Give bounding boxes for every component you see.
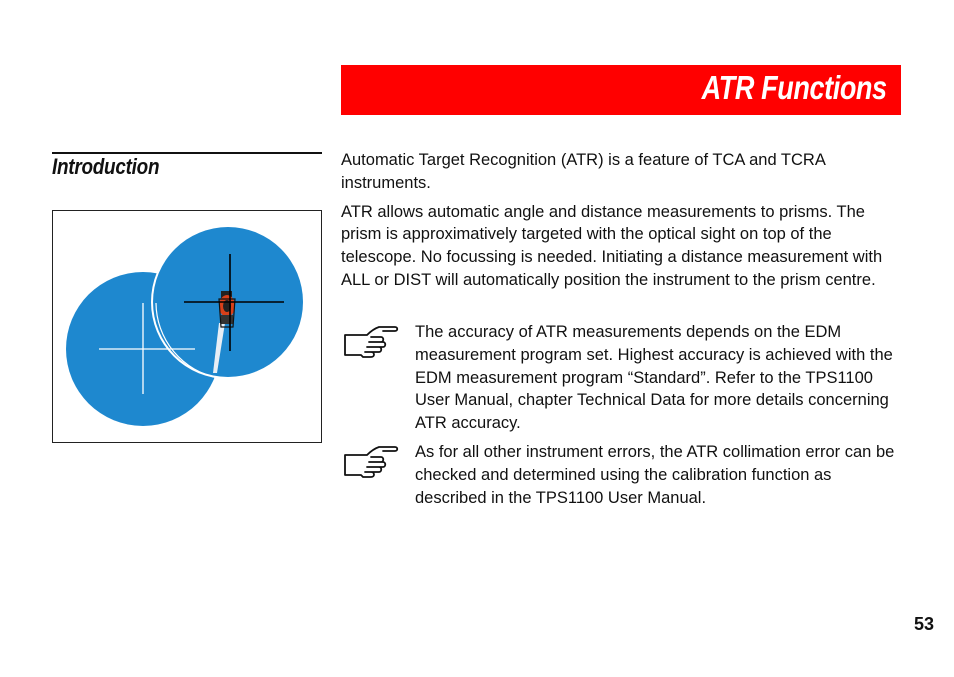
atr-target-graphic [53,211,321,442]
note-calibration [341,441,903,509]
page-title: ATR Functions [701,69,887,106]
note-text: As for all other instrument errors, the ATR collimation error can be checked and determined using the calibration function as described in the TPS1100 User Manual. [415,443,895,507]
body-text [341,149,903,298]
paragraph-atr-description: ATR allows automatic angle and distance measurements to prisms. The prism is approximatively targeted with the optical sight on top of the telescope. No focussing is needed. Initiating a distance measurement with ALL or DIST will automatically position the instrument to the prism centre. [341,202,883,289]
atr-illustration [52,210,322,443]
note-accuracy [341,321,903,435]
title-banner [341,65,901,115]
paragraph-intro: Automatic Target Recognition (ATR) is a feature of TCA and TCRA instruments. [341,151,825,192]
page-number: 53 [913,614,934,634]
pointing-hand-icon [341,321,415,435]
pointing-hand-icon [341,441,415,509]
note-text: The accuracy of ATR measurements depends on the EDM measurement program set. Highest accuracy is achieved with the EDM measurement program “Standard”. Refer to the TPS1100 User Manual, chapter Technical Data for more details concerning ATR accuracy. [415,323,893,433]
section-heading: Introduction [52,154,160,179]
